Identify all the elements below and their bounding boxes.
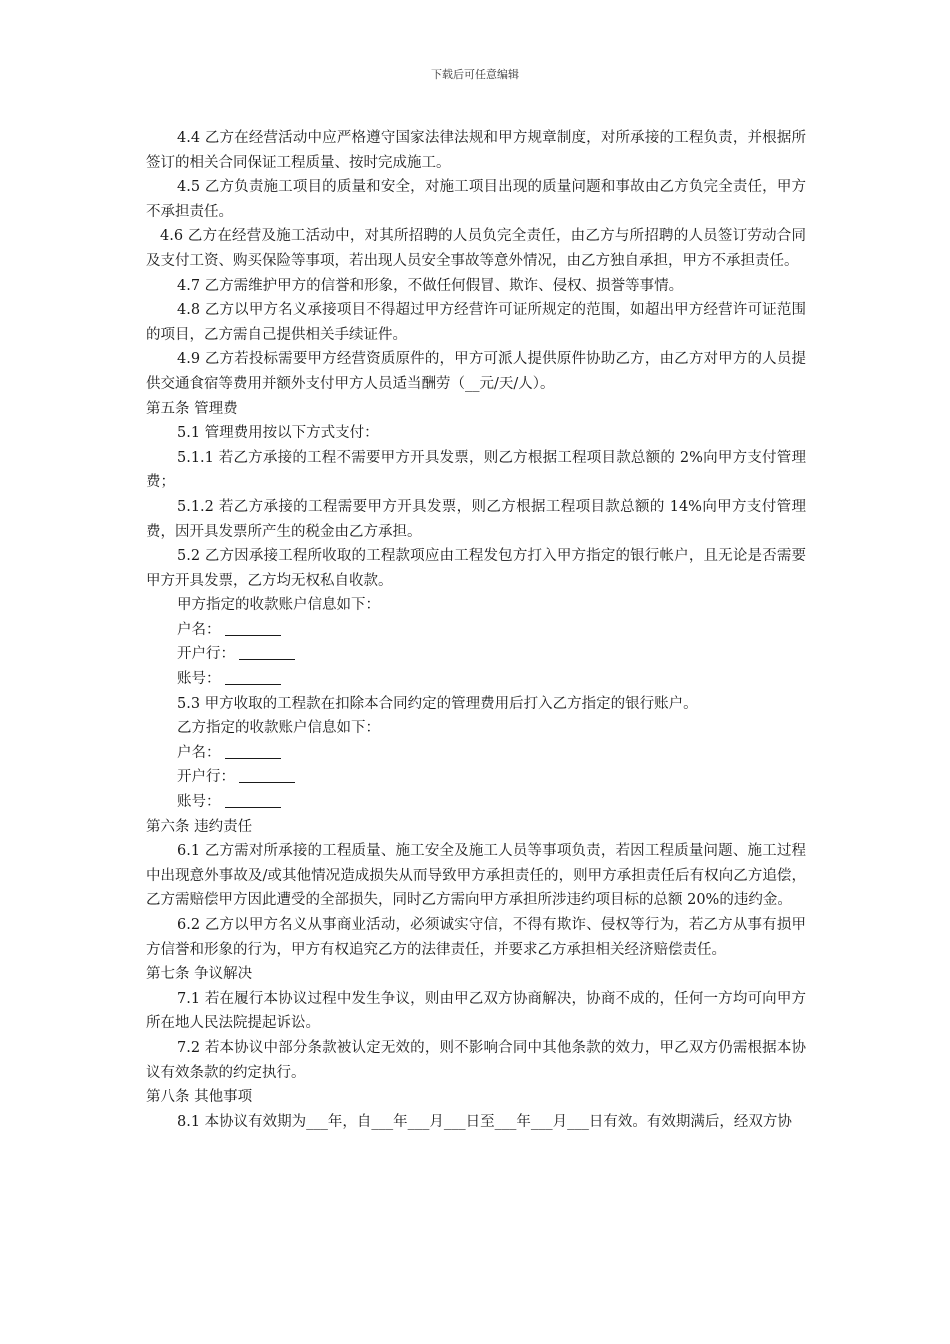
account-no-blank bbox=[225, 668, 281, 685]
bank-blank bbox=[239, 766, 295, 783]
account-no-label: 账号： bbox=[177, 794, 221, 811]
clause-8-1: 8.1 本协议有效期为___年，自___年___月___日至___年___月___日有效。有效期满后，经双方协 bbox=[177, 1113, 792, 1130]
clause-5-2: 5.2 乙方因承接工程所收取的工程款项应由工程发包方打入甲方指定的银行帐户，且无论是否需要甲方开具发票，乙方均无权私自收款。 bbox=[146, 548, 806, 589]
clause-4-4: 4.4 乙方在经营活动中应严格遵守国家法律法规和甲方规章制度，对所承接的工程负责，并根据所签订的相关合同保证工程质量、按时完成施工。 bbox=[146, 130, 806, 171]
section-8-heading: 第八条 其他事项 bbox=[146, 1089, 253, 1106]
clause-7-2: 7.2 若本协议中部分条款被认定无效的，则不影响合同中其他条款的效力，甲乙双方仍需根据本协议有效条款的约定执行。 bbox=[146, 1039, 806, 1081]
clause-5-1-1: 5.1.1 若乙方承接的工程不需要甲方开具发票，则乙方根据工程项目款总额的 2%向甲方支付管理费； bbox=[146, 449, 806, 491]
account-no-label: 账号： bbox=[177, 671, 221, 688]
bank-label: 开户行： bbox=[177, 646, 235, 663]
party-b-bank-line bbox=[146, 765, 806, 790]
account-name-blank bbox=[225, 742, 281, 759]
account-no-blank bbox=[225, 791, 281, 808]
clause-5-1: 5.1 管理费用按以下方式支付： bbox=[177, 425, 379, 442]
party-b-account-no-line bbox=[146, 790, 806, 815]
clause-6-1: 6.1 乙方需对所承接的工程质量、施工安全及施工人员等事项负责，若因工程质量问题、施工过程中出现意外事故及/或其他情况造成损失从而导致甲方承担责任的，则甲方承担责任后有权向乙方追偿，乙方需赔偿甲方因此遭受的全部损失，同时乙方需向甲方承担所涉违约项目标的总额 20%的违约金。 bbox=[146, 843, 806, 909]
document-body bbox=[146, 126, 806, 1134]
party-a-account-name-line bbox=[146, 618, 806, 643]
clause-4-9: 4.9 乙方若投标需要甲方经营资质原件的，甲方可派人提供原件协助乙方，由乙方对甲方的人员提供交通食宿等费用并额外支付甲方人员适当酬劳（__元/天/人）。 bbox=[146, 351, 806, 392]
clause-5-1-2: 5.1.2 若乙方承接的工程需要甲方开具发票，则乙方根据工程项目款总额的 14%向甲方支付管理费，因开具发票所产生的税金由乙方承担。 bbox=[146, 498, 806, 540]
section-5-heading: 第五条 管理费 bbox=[146, 400, 238, 417]
clause-6-2: 6.2 乙方以甲方名义从事商业活动，必须诚实守信，不得有欺诈、侵权等行为，若乙方从事有损甲方信誉和形象的行为，甲方有权追究乙方的法律责任，并要求乙方承担相关经济赔偿责任。 bbox=[146, 917, 806, 958]
clause-4-6: 4.6 乙方在经营及施工活动中，对其所招聘的人员负完全责任，由乙方与所招聘的人员签订劳动合同及支付工资、购买保险等事项，若出现人员安全事故等意外情况，由乙方独自承担，甲方不承担责任。 bbox=[146, 228, 806, 269]
bank-blank bbox=[239, 643, 295, 660]
section-7-heading: 第七条 争议解决 bbox=[146, 966, 253, 983]
page-header: 下载后可任意编辑 bbox=[431, 68, 519, 81]
account-name-label: 户名： bbox=[177, 621, 221, 638]
bank-label: 开户行： bbox=[177, 769, 235, 786]
party-b-account-title: 乙方指定的收款账户信息如下： bbox=[177, 720, 380, 737]
clause-4-8: 4.8 乙方以甲方名义承接项目不得超过甲方经营许可证所规定的范围，如超出甲方经营许可证范围的项目，乙方需自己提供相关手续证件。 bbox=[146, 302, 806, 343]
clause-5-3: 5.3 甲方收取的工程款在扣除本合同约定的管理费用后打入乙方指定的银行账户。 bbox=[177, 695, 698, 712]
party-a-bank-line bbox=[146, 642, 806, 667]
clause-7-1: 7.1 若在履行本协议过程中发生争议，则由甲乙双方协商解决，协商不成的，任何一方均可向甲方所在地人民法院提起诉讼。 bbox=[146, 990, 806, 1032]
account-name-label: 户名： bbox=[177, 744, 221, 761]
clause-4-5: 4.5 乙方负责施工项目的质量和安全，对施工项目出现的质量问题和事故由乙方负完全责任，甲方不承担责任。 bbox=[146, 179, 806, 220]
clause-4-7: 4.7 乙方需维护甲方的信誉和形象，不做任何假冒、欺诈、侵权、损誉等事情。 bbox=[177, 277, 684, 294]
party-a-account-title: 甲方指定的收款账户信息如下： bbox=[177, 597, 380, 614]
section-6-heading: 第六条 违约责任 bbox=[146, 818, 253, 835]
party-b-account-name-line bbox=[146, 741, 806, 766]
party-a-account-no-line bbox=[146, 667, 806, 692]
account-name-blank bbox=[225, 619, 281, 636]
